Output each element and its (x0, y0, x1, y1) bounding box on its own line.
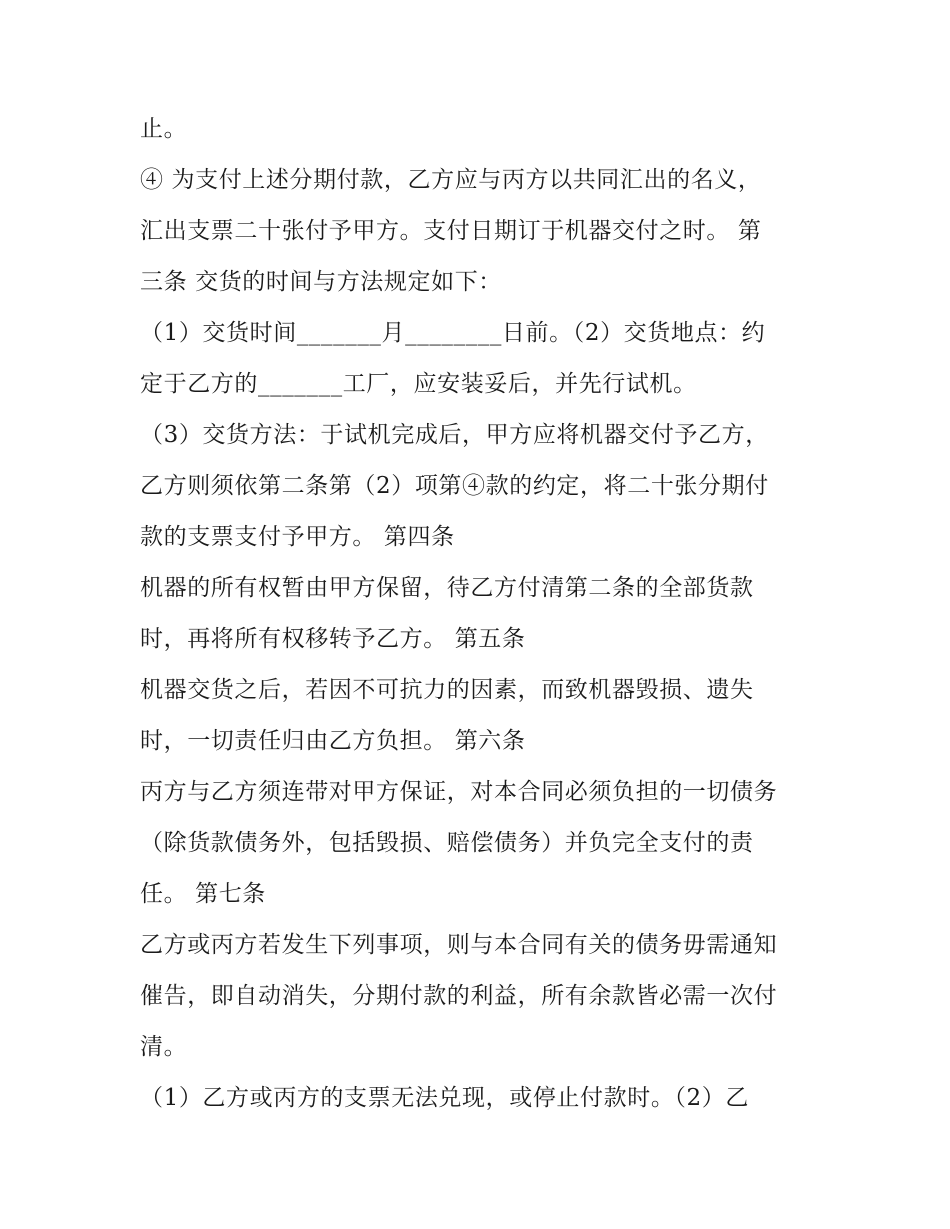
text-line: 任。 第七条 (140, 881, 266, 907)
text-line: 乙方则须依第二条第（2）项第④款的约定，将二十张分期付 (140, 473, 769, 499)
text-line: 清。 (140, 1034, 188, 1060)
text-line: （1）乙方或丙方的支票无法兑现，或停止付款时。（2）乙 (140, 1085, 749, 1111)
text-line: 时，一切责任归由乙方负担。 第六条 (140, 728, 526, 754)
text-line: ④ 为支付上述分期付款，乙方应与丙方以共同汇出的名义， (140, 167, 762, 193)
text-line: 催告，即自动消失，分期付款的利益，所有余款皆必需一次付 (140, 983, 778, 1009)
text-line: 止。 (140, 116, 188, 142)
text-line: （1）交货时间_______月________日前。（2）交货地点：约 (140, 320, 766, 346)
text-line: （除货款债务外，包括毁损、赔偿债务）并负完全支付的责 (140, 830, 754, 856)
text-line: 机器的所有权暂由甲方保留，待乙方付清第二条的全部货款 (140, 575, 754, 601)
text-line: 乙方或丙方若发生下列事项，则与本合同有关的债务毋需通知 (140, 932, 778, 958)
text-line: 丙方与乙方须连带对甲方保证，对本合同必须负担的一切债务 (140, 779, 778, 805)
text-line: 汇出支票二十张付予甲方。支付日期订于机器交付之时。 第 (140, 218, 762, 244)
text-line: （3）交货方法：于试机完成后，甲方应将机器交付予乙方， (140, 422, 769, 448)
text-line: 机器交货之后，若因不可抗力的因素，而致机器毁损、遗失 (140, 677, 754, 703)
text-line: 时，再将所有权移转予乙方。 第五条 (140, 626, 526, 652)
text-line: 款的支票支付予甲方。 第四条 (140, 524, 455, 550)
text-line: 定于乙方的_______工厂，应安装妥后，并先行试机。 (140, 371, 697, 397)
text-line: 三条 交货的时间与方法规定如下： (140, 269, 502, 295)
